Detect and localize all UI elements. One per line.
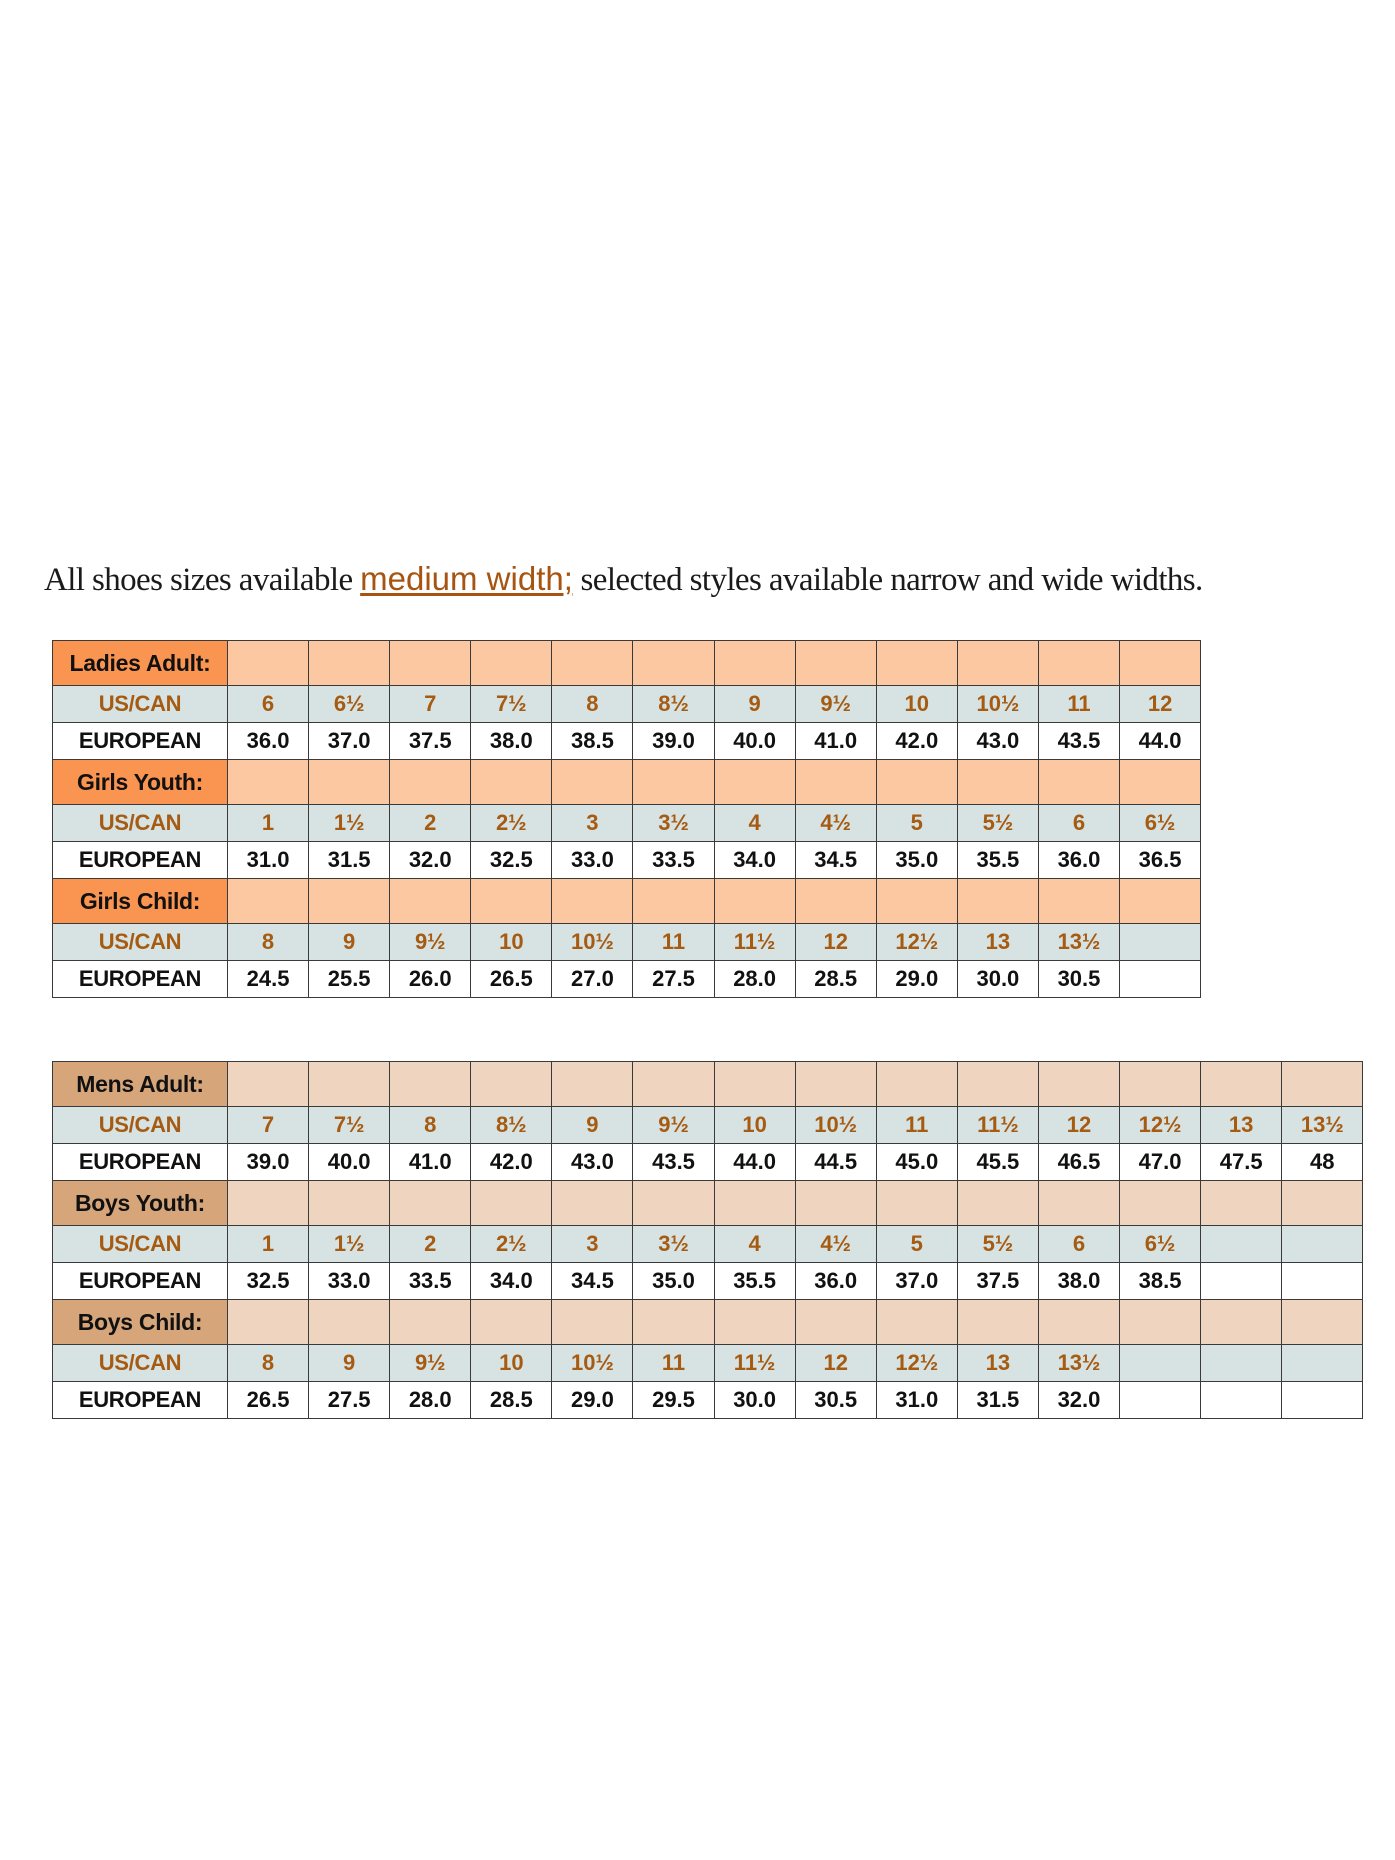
us-size-cell: 10½	[552, 1345, 633, 1382]
us-size-cell: 6	[1038, 805, 1119, 842]
european-label: EUROPEAN	[53, 961, 228, 998]
category-fill-cell	[795, 1181, 876, 1226]
intro-text-before: All shoes sizes available	[44, 562, 361, 598]
category-fill-cell	[957, 1062, 1038, 1107]
eu-size-cell: 26.5	[471, 961, 552, 998]
eu-size-cell: 24.5	[228, 961, 309, 998]
eu-size-cell: 41.0	[390, 1144, 471, 1181]
category-fill-cell	[633, 1062, 714, 1107]
eu-size-cell: 31.0	[228, 842, 309, 879]
eu-size-cell: 31.0	[876, 1382, 957, 1419]
category-fill-cell	[795, 1300, 876, 1345]
us-size-cell: 6	[1038, 1226, 1119, 1263]
eu-size-cell: 40.0	[714, 723, 795, 760]
eu-size-cell: 32.5	[471, 842, 552, 879]
category-fill-cell	[1282, 1181, 1363, 1226]
category-fill-cell	[390, 641, 471, 686]
size-category-row	[53, 641, 1201, 686]
eu-size-cell	[1201, 1263, 1282, 1300]
category-fill-cell	[390, 1062, 471, 1107]
category-fill-cell	[795, 879, 876, 924]
medium-width-link[interactable]: medium width;	[360, 560, 573, 597]
european-label: EUROPEAN	[53, 1382, 228, 1419]
us-size-cell: 6½	[1120, 805, 1201, 842]
intro-text-after: selected styles available narrow and wide widths.	[572, 562, 1203, 598]
eu-size-cell: 43.5	[633, 1144, 714, 1181]
eu-size-cell: 35.5	[714, 1263, 795, 1300]
us-size-cell: 10½	[552, 924, 633, 961]
eu-size-cell: 33.0	[309, 1263, 390, 1300]
us-size-cell: 5	[876, 1226, 957, 1263]
category-fill-cell	[1038, 641, 1119, 686]
eu-size-cell: 43.0	[552, 1144, 633, 1181]
category-fill-cell	[1038, 1181, 1119, 1226]
us-size-cell: 11	[633, 924, 714, 961]
category-fill-cell	[228, 1300, 309, 1345]
eu-size-cell: 27.5	[633, 961, 714, 998]
us-size-cell: 8	[228, 924, 309, 961]
us-size-cell: 4	[714, 1226, 795, 1263]
eu-size-cell	[1282, 1382, 1363, 1419]
category-fill-cell	[552, 1181, 633, 1226]
category-fill-cell	[390, 1181, 471, 1226]
us-size-cell	[1282, 1345, 1363, 1382]
us-size-cell: 12½	[876, 1345, 957, 1382]
category-fill-cell	[957, 641, 1038, 686]
eu-size-cell: 35.0	[633, 1263, 714, 1300]
eu-size-cell: 32.0	[1038, 1382, 1119, 1419]
category-fill-cell	[876, 1181, 957, 1226]
us-size-cell: 5	[876, 805, 957, 842]
eu-size-cell: 30.5	[795, 1382, 876, 1419]
eu-size-cell: 41.0	[795, 723, 876, 760]
category-fill-cell	[471, 641, 552, 686]
eu-size-cell: 48	[1282, 1144, 1363, 1181]
category-fill-cell	[714, 641, 795, 686]
category-fill-cell	[633, 641, 714, 686]
european-label: EUROPEAN	[53, 842, 228, 879]
us-size-cell: 1	[228, 805, 309, 842]
category-fill-cell	[1038, 760, 1119, 805]
category-fill-cell	[309, 1062, 390, 1107]
us-size-cell: 6½	[1120, 1226, 1201, 1263]
us-size-cell: 11½	[714, 924, 795, 961]
size-category-title: Ladies Adult:	[53, 641, 228, 686]
us-size-cell: 9	[552, 1107, 633, 1144]
size-category-row	[53, 879, 1201, 924]
category-fill-cell	[957, 760, 1038, 805]
eu-size-cell: 39.0	[633, 723, 714, 760]
us-size-cell: 2½	[471, 1226, 552, 1263]
us-size-cell: 5½	[957, 805, 1038, 842]
category-fill-cell	[390, 879, 471, 924]
eu-size-cell: 28.5	[795, 961, 876, 998]
category-fill-cell	[552, 641, 633, 686]
us-size-cell: 12½	[1120, 1107, 1201, 1144]
category-fill-cell	[390, 1300, 471, 1345]
category-fill-cell	[309, 760, 390, 805]
category-fill-cell	[957, 879, 1038, 924]
eu-size-cell: 40.0	[309, 1144, 390, 1181]
eu-size-cell: 37.5	[390, 723, 471, 760]
us-can-label: US/CAN	[53, 924, 228, 961]
category-fill-cell	[714, 760, 795, 805]
us-can-label: US/CAN	[53, 1226, 228, 1263]
category-fill-cell	[228, 1181, 309, 1226]
category-fill-cell	[1282, 1062, 1363, 1107]
us-size-cell: 10	[471, 924, 552, 961]
us-size-cell: 4½	[795, 1226, 876, 1263]
eu-size-cell: 46.5	[1038, 1144, 1119, 1181]
european-size-row	[53, 842, 1201, 879]
eu-size-cell: 44.0	[714, 1144, 795, 1181]
eu-size-cell: 28.0	[390, 1382, 471, 1419]
eu-size-cell: 38.5	[1120, 1263, 1201, 1300]
category-fill-cell	[795, 641, 876, 686]
eu-size-cell: 26.5	[228, 1382, 309, 1419]
eu-size-cell: 43.5	[1038, 723, 1119, 760]
eu-size-cell: 34.5	[795, 842, 876, 879]
size-category-row	[53, 1062, 1363, 1107]
category-fill-cell	[228, 1062, 309, 1107]
size-category-row	[53, 760, 1201, 805]
eu-size-cell: 34.5	[552, 1263, 633, 1300]
us-size-cell: 9½	[795, 686, 876, 723]
size-category-title: Girls Child:	[53, 879, 228, 924]
us-size-cell: 8½	[471, 1107, 552, 1144]
us-size-cell: 9	[309, 924, 390, 961]
us-size-cell: 10	[876, 686, 957, 723]
eu-size-cell: 29.0	[876, 961, 957, 998]
category-fill-cell	[633, 1181, 714, 1226]
us-size-cell: 4	[714, 805, 795, 842]
category-fill-cell	[795, 1062, 876, 1107]
us-size-cell: 2½	[471, 805, 552, 842]
category-fill-cell	[1038, 1300, 1119, 1345]
us-size-cell: 13	[957, 924, 1038, 961]
eu-size-cell: 30.0	[957, 961, 1038, 998]
category-fill-cell	[1038, 879, 1119, 924]
us-size-cell: 8	[552, 686, 633, 723]
eu-size-cell: 37.0	[876, 1263, 957, 1300]
eu-size-cell: 42.0	[471, 1144, 552, 1181]
eu-size-cell: 29.5	[633, 1382, 714, 1419]
us-size-cell: 1	[228, 1226, 309, 1263]
european-size-row	[53, 1144, 1363, 1181]
category-fill-cell	[1120, 1181, 1201, 1226]
category-fill-cell	[714, 879, 795, 924]
us-size-cell: 11	[876, 1107, 957, 1144]
category-fill-cell	[633, 760, 714, 805]
category-fill-cell	[957, 1181, 1038, 1226]
category-fill-cell	[471, 879, 552, 924]
european-size-row	[53, 723, 1201, 760]
eu-size-cell: 31.5	[309, 842, 390, 879]
us-size-cell: 3½	[633, 1226, 714, 1263]
eu-size-cell: 27.5	[309, 1382, 390, 1419]
eu-size-cell: 44.5	[795, 1144, 876, 1181]
category-fill-cell	[1120, 879, 1201, 924]
us-size-cell: 13	[957, 1345, 1038, 1382]
category-fill-cell	[390, 760, 471, 805]
us-size-cell: 5½	[957, 1226, 1038, 1263]
category-fill-cell	[471, 760, 552, 805]
us-size-cell: 12	[1038, 1107, 1119, 1144]
category-fill-cell	[876, 641, 957, 686]
eu-size-cell: 37.0	[309, 723, 390, 760]
european-size-row	[53, 1263, 1363, 1300]
eu-size-cell: 33.5	[633, 842, 714, 879]
size-category-title: Boys Child:	[53, 1300, 228, 1345]
us-can-size-row	[53, 1107, 1363, 1144]
eu-size-cell: 35.0	[876, 842, 957, 879]
eu-size-cell: 30.5	[1038, 961, 1119, 998]
us-size-cell: 6	[228, 686, 309, 723]
category-fill-cell	[714, 1062, 795, 1107]
us-size-cell: 7½	[309, 1107, 390, 1144]
eu-size-cell: 34.0	[471, 1263, 552, 1300]
category-fill-cell	[228, 879, 309, 924]
eu-size-cell: 34.0	[714, 842, 795, 879]
us-size-cell: 11	[1038, 686, 1119, 723]
eu-size-cell: 45.0	[876, 1144, 957, 1181]
eu-size-cell: 39.0	[228, 1144, 309, 1181]
us-size-cell: 12	[795, 1345, 876, 1382]
eu-size-cell: 33.0	[552, 842, 633, 879]
category-fill-cell	[876, 1062, 957, 1107]
european-label: EUROPEAN	[53, 723, 228, 760]
us-size-cell: 2	[390, 805, 471, 842]
eu-size-cell: 29.0	[552, 1382, 633, 1419]
us-size-cell: 13½	[1038, 1345, 1119, 1382]
us-size-cell: 10½	[957, 686, 1038, 723]
category-fill-cell	[957, 1300, 1038, 1345]
category-fill-cell	[1120, 1300, 1201, 1345]
intro-text	[44, 560, 1203, 599]
us-can-size-row	[53, 1345, 1363, 1382]
us-size-cell: 7	[228, 1107, 309, 1144]
category-fill-cell	[1120, 1062, 1201, 1107]
category-fill-cell	[714, 1300, 795, 1345]
category-fill-cell	[633, 879, 714, 924]
category-fill-cell	[633, 1300, 714, 1345]
category-fill-cell	[552, 1062, 633, 1107]
eu-size-cell: 26.0	[390, 961, 471, 998]
eu-size-cell: 44.0	[1120, 723, 1201, 760]
eu-size-cell: 37.5	[957, 1263, 1038, 1300]
category-fill-cell	[1201, 1181, 1282, 1226]
eu-size-cell	[1120, 961, 1201, 998]
eu-size-cell: 33.5	[390, 1263, 471, 1300]
us-size-cell	[1282, 1226, 1363, 1263]
size-category-title: Mens Adult:	[53, 1062, 228, 1107]
us-can-label: US/CAN	[53, 805, 228, 842]
eu-size-cell: 36.0	[228, 723, 309, 760]
category-fill-cell	[309, 641, 390, 686]
category-fill-cell	[795, 760, 876, 805]
european-label: EUROPEAN	[53, 1144, 228, 1181]
us-can-size-row	[53, 805, 1201, 842]
us-can-label: US/CAN	[53, 686, 228, 723]
us-can-label: US/CAN	[53, 1345, 228, 1382]
us-size-cell: 11½	[714, 1345, 795, 1382]
size-category-title: Boys Youth:	[53, 1181, 228, 1226]
eu-size-cell: 28.5	[471, 1382, 552, 1419]
us-size-cell: 3	[552, 805, 633, 842]
size-category-row	[53, 1300, 1363, 1345]
eu-size-cell: 25.5	[309, 961, 390, 998]
category-fill-cell	[309, 1300, 390, 1345]
category-fill-cell	[552, 879, 633, 924]
eu-size-cell: 36.0	[1038, 842, 1119, 879]
eu-size-cell	[1120, 1382, 1201, 1419]
us-size-cell: 10½	[795, 1107, 876, 1144]
us-size-cell	[1120, 1345, 1201, 1382]
category-fill-cell	[1120, 760, 1201, 805]
eu-size-cell: 42.0	[876, 723, 957, 760]
us-size-cell: 1½	[309, 1226, 390, 1263]
us-size-cell: 9	[309, 1345, 390, 1382]
us-size-cell: 7	[390, 686, 471, 723]
us-size-cell: 9½	[390, 924, 471, 961]
eu-size-cell: 35.5	[957, 842, 1038, 879]
eu-size-cell: 30.0	[714, 1382, 795, 1419]
category-fill-cell	[1201, 1300, 1282, 1345]
us-size-cell: 6½	[309, 686, 390, 723]
us-can-label: US/CAN	[53, 1107, 228, 1144]
us-can-size-row	[53, 1226, 1363, 1263]
us-size-cell	[1201, 1226, 1282, 1263]
eu-size-cell: 47.0	[1120, 1144, 1201, 1181]
us-can-size-row	[53, 686, 1201, 723]
us-size-cell	[1120, 924, 1201, 961]
eu-size-cell: 43.0	[957, 723, 1038, 760]
us-size-cell: 8	[228, 1345, 309, 1382]
category-fill-cell	[309, 1181, 390, 1226]
european-size-row	[53, 961, 1201, 998]
us-size-cell: 12	[795, 924, 876, 961]
eu-size-cell	[1282, 1263, 1363, 1300]
category-fill-cell	[228, 641, 309, 686]
us-size-cell: 7½	[471, 686, 552, 723]
mens-size-table	[52, 1061, 1363, 1419]
us-size-cell: 3½	[633, 805, 714, 842]
us-size-cell: 13½	[1038, 924, 1119, 961]
category-fill-cell	[228, 760, 309, 805]
us-size-cell: 12½	[876, 924, 957, 961]
eu-size-cell: 32.5	[228, 1263, 309, 1300]
eu-size-cell: 38.0	[471, 723, 552, 760]
category-fill-cell	[471, 1181, 552, 1226]
us-size-cell: 9½	[390, 1345, 471, 1382]
size-category-row	[53, 1181, 1363, 1226]
eu-size-cell: 28.0	[714, 961, 795, 998]
category-fill-cell	[1282, 1300, 1363, 1345]
us-size-cell: 1½	[309, 805, 390, 842]
eu-size-cell: 36.5	[1120, 842, 1201, 879]
us-size-cell: 4½	[795, 805, 876, 842]
us-size-cell: 13½	[1282, 1107, 1363, 1144]
eu-size-cell: 38.0	[1038, 1263, 1119, 1300]
us-size-cell: 10	[471, 1345, 552, 1382]
eu-size-cell: 31.5	[957, 1382, 1038, 1419]
category-fill-cell	[876, 760, 957, 805]
category-fill-cell	[552, 1300, 633, 1345]
us-size-cell: 3	[552, 1226, 633, 1263]
category-fill-cell	[1201, 1062, 1282, 1107]
category-fill-cell	[552, 760, 633, 805]
us-size-cell: 10	[714, 1107, 795, 1144]
eu-size-cell: 27.0	[552, 961, 633, 998]
category-fill-cell	[309, 879, 390, 924]
category-fill-cell	[1120, 641, 1201, 686]
eu-size-cell: 38.5	[552, 723, 633, 760]
european-size-row	[53, 1382, 1363, 1419]
us-size-cell	[1201, 1345, 1282, 1382]
category-fill-cell	[471, 1062, 552, 1107]
category-fill-cell	[876, 879, 957, 924]
eu-size-cell: 47.5	[1201, 1144, 1282, 1181]
us-size-cell: 11½	[957, 1107, 1038, 1144]
category-fill-cell	[714, 1181, 795, 1226]
us-size-cell: 12	[1120, 686, 1201, 723]
eu-size-cell: 36.0	[795, 1263, 876, 1300]
category-fill-cell	[876, 1300, 957, 1345]
us-size-cell: 8½	[633, 686, 714, 723]
category-fill-cell	[471, 1300, 552, 1345]
category-fill-cell	[1038, 1062, 1119, 1107]
european-label: EUROPEAN	[53, 1263, 228, 1300]
us-size-cell: 9	[714, 686, 795, 723]
us-size-cell: 9½	[633, 1107, 714, 1144]
size-category-title: Girls Youth:	[53, 760, 228, 805]
eu-size-cell: 45.5	[957, 1144, 1038, 1181]
womens-size-table	[52, 640, 1201, 998]
us-size-cell: 2	[390, 1226, 471, 1263]
eu-size-cell: 32.0	[390, 842, 471, 879]
us-can-size-row	[53, 924, 1201, 961]
eu-size-cell	[1201, 1382, 1282, 1419]
us-size-cell: 13	[1201, 1107, 1282, 1144]
us-size-cell: 8	[390, 1107, 471, 1144]
us-size-cell: 11	[633, 1345, 714, 1382]
